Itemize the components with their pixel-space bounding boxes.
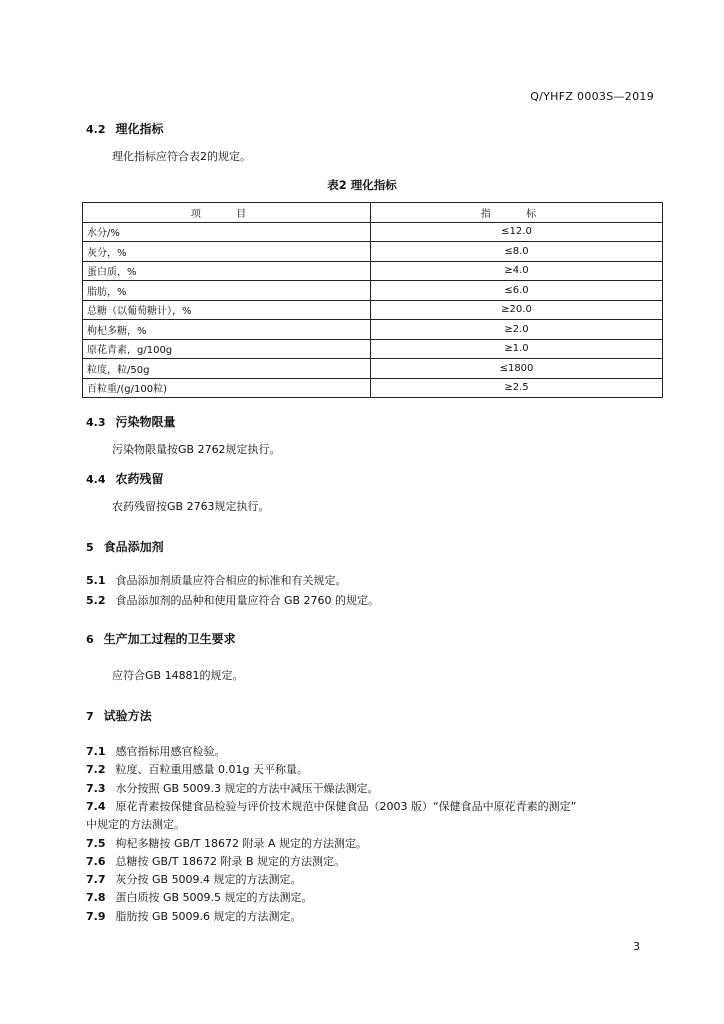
col-header-value: 指 标 xyxy=(371,203,663,223)
table-row xyxy=(83,261,663,281)
section-4-3-text: 污染物限量按GB 2762规定执行。 xyxy=(112,443,281,456)
section-number: 4.2 xyxy=(86,123,106,136)
table-row xyxy=(83,222,663,242)
table-caption: 表2 理化指标 xyxy=(327,178,397,192)
list-item-number: 5.1 xyxy=(86,574,106,587)
list-item xyxy=(86,889,313,905)
list-item-text: 总糖按 GB/T 18672 附录 B 规定的方法测定。 xyxy=(115,854,346,868)
list-item-number: 7.2 xyxy=(86,763,106,777)
list-item-text: 水分按照 GB 5009.3 规定的方法中减压干燥法测定。 xyxy=(115,781,379,795)
list-item-text: 灰分按 GB 5009.4 规定的方法测定。 xyxy=(115,873,302,887)
section-4-4-heading: 4.4 农药残留 xyxy=(86,472,164,486)
list-item-continuation: 中规定的方法测定。 xyxy=(86,818,185,832)
table-row xyxy=(83,378,663,398)
list-item-number: 7.4 xyxy=(86,799,106,813)
cell-value: ≥2.0 xyxy=(371,320,663,340)
cell-item: 粒度，粒/50g xyxy=(83,359,371,379)
list-item-text: 粒度、百粒重用感量 0.01g 天平称量。 xyxy=(115,763,308,777)
section-4-2-heading xyxy=(86,120,164,137)
document-id: Q/YHFZ 0003S—2019 xyxy=(530,90,654,103)
section-6-heading: 6 生产加工过程的卫生要求 xyxy=(86,632,236,646)
cell-value: ≥1.0 xyxy=(371,339,663,359)
col-header-item: 项 目 xyxy=(83,203,371,223)
list-item xyxy=(86,908,302,924)
list-item-text: 食品添加剂质量应符合相应的标准和有关规定。 xyxy=(115,574,347,587)
table-row xyxy=(83,320,663,340)
list-item-text: 脂肪按 GB 5009.6 规定的方法测定。 xyxy=(115,909,302,923)
cell-item: 枸杞多糖，% xyxy=(83,320,371,340)
list-item xyxy=(86,871,302,887)
cell-item: 总糖（以葡萄糖计），% xyxy=(83,300,371,320)
cell-item: 百粒重/(g/100粒) xyxy=(83,378,371,398)
list-item-number: 7.6 xyxy=(86,854,106,868)
list-item-number: 7.8 xyxy=(86,891,106,905)
table-row xyxy=(83,359,663,379)
cell-item: 水分/% xyxy=(83,222,371,242)
cell-item: 原花青素，g/100g xyxy=(83,339,371,359)
list-item-text: 感官指标用感官检验。 xyxy=(115,745,226,758)
list-item-number: 7.5 xyxy=(86,836,106,850)
list-item-number: 7.7 xyxy=(86,873,106,887)
table-header-row xyxy=(83,203,663,223)
list-item xyxy=(86,853,345,869)
section-4-3-heading: 4.3 污染物限量 xyxy=(86,415,176,429)
cell-item: 脂肪，% xyxy=(83,281,371,301)
list-item xyxy=(86,761,308,777)
table-row xyxy=(83,300,663,320)
list-item-number: 7.9 xyxy=(86,909,106,923)
section-4-4-text: 农药残留按GB 2763规定执行。 xyxy=(112,500,270,513)
cell-value: ≤6.0 xyxy=(371,281,663,301)
section-7-heading: 7 试验方法 xyxy=(86,709,152,723)
cell-value: ≤1800 xyxy=(371,359,663,379)
cell-item: 蛋白质，% xyxy=(83,261,371,281)
list-item-text: 枸杞多糖按 GB/T 18672 附录 A 规定的方法测定。 xyxy=(115,836,367,850)
spec-table xyxy=(82,202,663,398)
list-item-text: 食品添加剂的品种和使用量应符合 GB 2760 的规定。 xyxy=(115,594,380,607)
section-title: 理化指标 xyxy=(115,122,164,136)
cell-value: ≤8.0 xyxy=(371,242,663,262)
table-row xyxy=(83,339,663,359)
list-item xyxy=(86,798,576,814)
cell-value: ≥4.0 xyxy=(371,261,663,281)
list-item xyxy=(86,572,347,588)
cell-value: ≤12.0 xyxy=(371,222,663,242)
cell-value: ≥2.5 xyxy=(371,378,663,398)
section-4-2-text: 理化指标应符合表2的规定。 xyxy=(112,150,251,163)
section-5-heading: 5 食品添加剂 xyxy=(86,540,164,554)
page-number: 3 xyxy=(633,940,640,953)
cell-item: 灰分，% xyxy=(83,242,371,262)
list-item-text: 蛋白质按 GB 5009.5 规定的方法测定。 xyxy=(115,891,313,905)
list-item xyxy=(86,592,379,608)
section-6-text: 应符合GB 14881的规定。 xyxy=(112,669,244,682)
cell-value: ≥20.0 xyxy=(371,300,663,320)
list-item xyxy=(86,835,367,851)
table-row xyxy=(83,242,663,262)
list-item xyxy=(86,780,379,796)
list-item-number: 7.3 xyxy=(86,781,106,795)
list-item-number: 5.2 xyxy=(86,594,106,607)
table-row xyxy=(83,281,663,301)
list-item-number: 7.1 xyxy=(86,745,106,758)
list-item xyxy=(86,743,226,759)
list-item-text: 原花青素按保健食品检验与评价技术规范中保健食品（2003 版）“保健食品中原花青素的测定” xyxy=(115,799,577,813)
